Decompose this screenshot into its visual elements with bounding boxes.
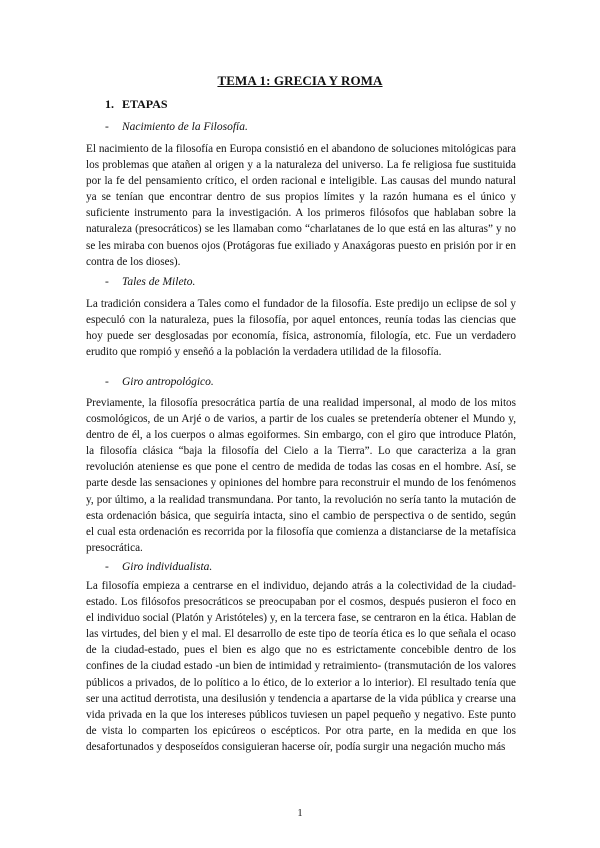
section-number: 1.	[105, 97, 114, 111]
subsection-heading	[105, 561, 212, 573]
bullet-dash: -	[105, 276, 109, 288]
section-heading	[105, 97, 168, 112]
page-number: 1	[297, 808, 303, 819]
page-title: TEMA 1: GRECIA Y ROMA	[217, 73, 383, 88]
subsection-heading	[105, 121, 248, 133]
subsection-heading-text: Giro antropológico.	[122, 376, 214, 388]
subsection-heading-text: Giro individualista.	[122, 561, 213, 573]
bullet-dash: -	[105, 121, 109, 133]
paragraph: El nacimiento de la filosofía en Europa consistió en el abandono de soluciones mitológicas para los problemas que atañen al origen y a la naturaleza del universo. La fe religiosa fue sustituida por la fe del pensamiento crítico, el orden racional e inteligible. Las causas del mundo natural ya se tenían que encontrar dentro de sus propios límites y la razón humana es el único y suficiente instrumento para la investigación. A los primeros filósofos que hablaban sobre la naturaleza (presocráticos) se les llamaban como “charlatanes de lo que está en las alturas” y no se les miraba con buenos ojos (Protágoras fue exiliado y Anaxágoras puesto en prisión por ir en contra de los dioses).	[86, 143, 516, 268]
paragraph: Previamente, la filosofía presocrática partía de una realidad impersonal, al modo de los mitos cosmológicos, de un Arjé o de varios, a partir de los cuales se pretendería obtener el Mundo y, dentro de él, a los cuerpos o almas egoiformes. Sin embargo, con el giro que introduce Platón, la filosofía clásica “baja la filosofía del Cielo a la Tierra”. Lo que caracteriza a la gran revolución ateniense es que pone el centro de medida de todas las cosas en el hombre. Así, se parte desde las sensaciones y opiniones del hombre para reconstruir el mundo de los fenómenos y, por último, a la realidad transmundana. Por tanto, la revolución no sería tanto la mutación de esta ordenación básica, que seguiría intacta, sino el cambio de perspectiva o de sentido, según el cual esta ordenación es recorrida por la filosofía que comienza a distanciarse de la metafísica presocrática.	[86, 397, 516, 554]
paragraph: La tradición considera a Tales como el fundador de la filosofía. Este predijo un eclipse de sol y especuló con la naturaleza, pues la filosofía, por aquel entonces, reunía todas las ciencias que hoy puede ser desglosadas por economía, física, astronomía, filología, etc. Fue un verdadero erudito que rompió y enseñó a la población la verdadera utilidad de la filosofía.	[86, 298, 516, 359]
subsection-heading-text: Tales de Mileto.	[122, 276, 196, 288]
section-heading-text: ETAPAS	[122, 97, 168, 111]
subsection-heading-text: Nacimiento de la Filosofía.	[122, 121, 248, 133]
bullet-dash: -	[105, 561, 109, 573]
paragraph: La filosofía empieza a centrarse en el individuo, dejando atrás a la colectividad de la ciudad-estado. Los filósofos presocráticos se preocupaban por el cosmos, después pusieron el foco en el individuo social (Platón y Aristóteles) y, en la tercera fase, se centraron en la ética. Hablan de las virtudes, del bien y el mal. El desarrollo de este tipo de teoría ética es lo que señala el ocaso de la ciudad-estado, pues el bien es algo que no es estrictamente concebible dentro de los confines de la ciudad estado -un bien de intimidad y retraimiento- (transmutación de los valores públicos a privados, de lo político a lo ético, de lo exterior a lo interior). El resultado tenía que ser una actitud derrotista, una desilusión y tendencia a apartarse de la vida pública y crearse una vida privada en la que los intereses públicos tuviesen un papel pequeño y negativo. Este punto de vista lo comparten los epicúreos o escépticos. Por otra parte, en la medida en que los desafortunados y desposeídos consiguieran hacerse oír, podía surgir una negación mucho más	[86, 580, 516, 753]
bullet-dash: -	[105, 376, 109, 388]
subsection-heading	[105, 376, 214, 388]
subsection-heading	[105, 276, 195, 288]
